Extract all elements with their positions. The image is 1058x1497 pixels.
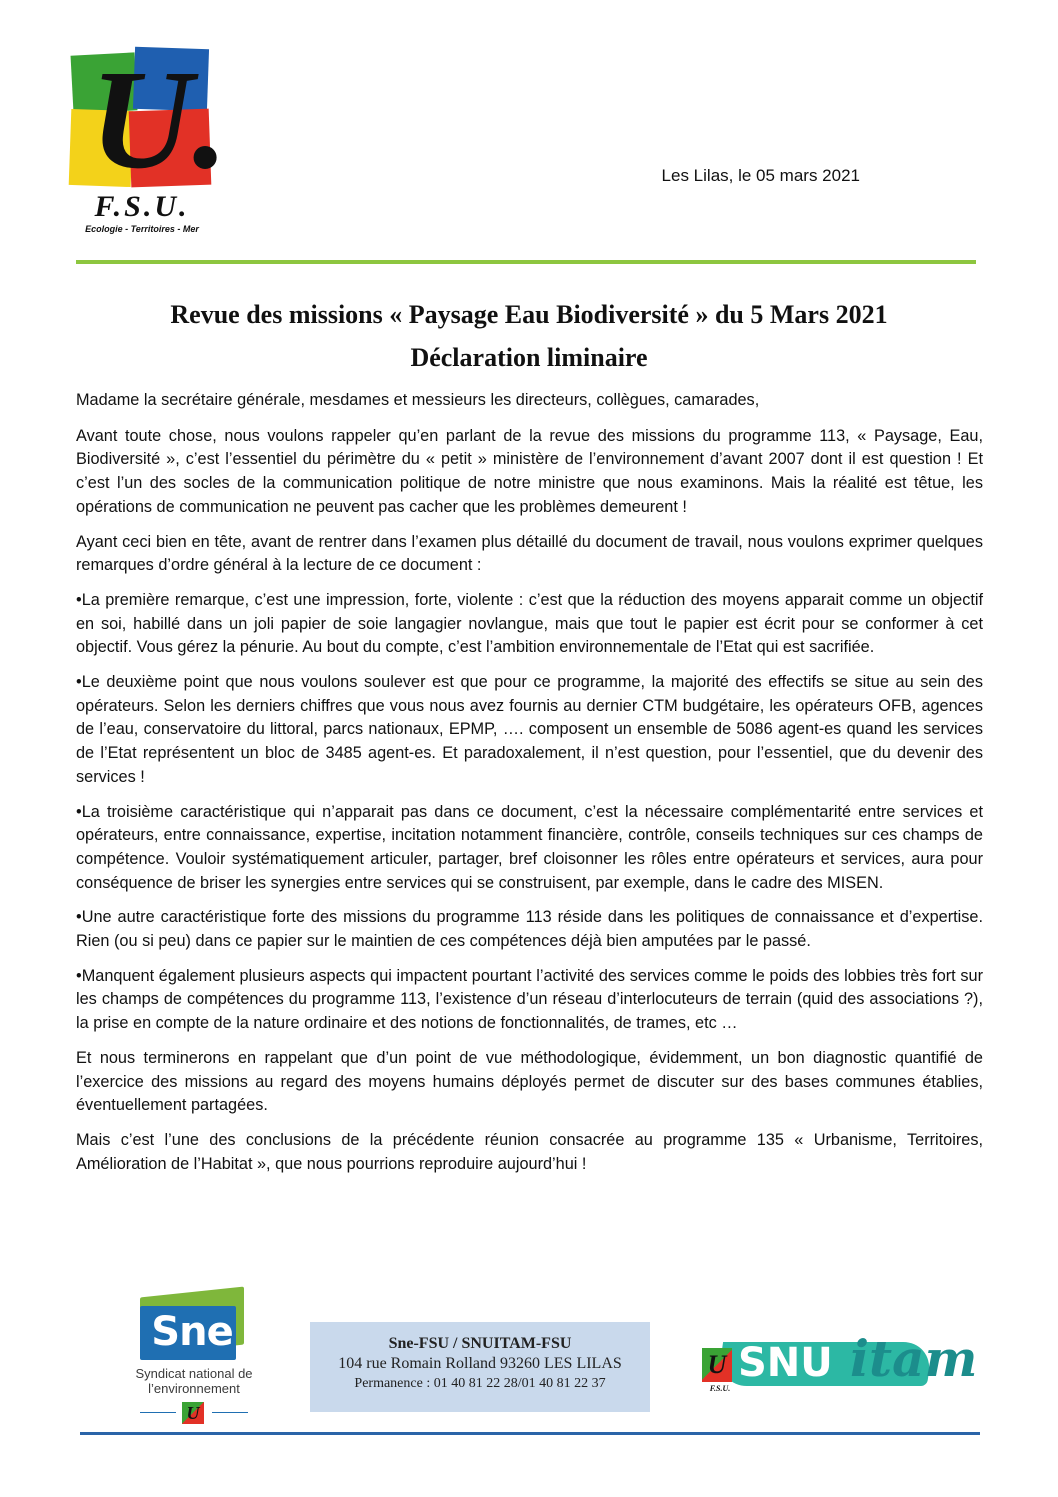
header-divider [76,260,976,264]
paragraph-point-3: •La troisième caractéristique qui n’apparait pas dans ce document, c’est la nécessaire complémentarité entre services et opérateurs, entre connaissance, expertise, incitation notamment financière, contrôle, conseils techniques sur ces champs de compétence. Vouloir systématiquement articuler, partager, bref cloisonner les rôles entre opérateurs et services, aura pour conséquence de briser les synergies entre services qui se construisent, par exemple, dans le cadre des MISEN. [76,802,983,892]
logo-fsu-text: F.S.U. [94,190,190,223]
sne-logo-word: Sne [151,1309,233,1355]
paragraph-point-5: •Manquent également plusieurs aspects qui impactent pourtant l’activité des services comme le poids des lobbies très fort sur les champs de compétences du programme 113, l’existence d’un réseau d’interlocuteurs de terrain (quid des associations ?), la prise en compte de la nature ordinaire et des notions de fonctionnalités, de trames, etc … [76,966,983,1033]
sne-logo-rule-left [140,1412,176,1413]
sne-logo-sub-line-1: Syndicat national de [135,1366,253,1381]
snuitam-logo [700,1322,978,1414]
paragraph-point-2: •Le deuxième point que nous voulons soulever est que pour ce programme, la majorité des effectifs se situe au sein des opérateurs. Selon les derniers chiffres que vous nous avez fournis au dernier CTM budgétaire, les opérateurs OFB, agences de l’eau, conservatoire du littoral, parcs nationaux, EPMP, …. composent un ensemble de 5086 agent-es quand les services de l’Etat représentent un bloc de 3485 agent-es. Et paradoxalement, il n’est question, pour l’essentiel, que du devenir des services ! [76,673,983,786]
paragraph-point-4: •Une autre caractéristique forte des missions du programme 113 réside dans les politiques de connaissance et d’expertise. Rien (ou si peu) dans ce papier sur le maintien de ces compétences déjà bien amputées par le passé. [76,908,983,951]
snuitam-logo-itam: itam [850,1329,978,1388]
fsu-logo [68,40,229,234]
sne-logo-rule-right [212,1412,248,1413]
paragraph-closing: Mais c’est l’une des conclusions de la précédente réunion consacrée au programme 135 « Urbanisme, Territoires, Amélioration de l’Habitat », que nous pourrions reproduire aujourd’hui ! [76,1130,983,1173]
snuitam-logo-snu: SNU [738,1340,833,1386]
sne-logo-fsu-mark: U [182,1402,204,1424]
paragraph-conclusion: Et nous terminerons en rappelant que d’un point de vue méthodologique, évidemment, un bon diagnostic quantifié de l’exercice des missions au regard des moyens humains déployés permet de discuter sur des bases communes établies, éventuellement partagées. [76,1048,983,1115]
address-org: Sne-FSU / SNUITAM-FSU [388,1335,572,1352]
paragraph-point-1: •La première remarque, c’est une impression, forte, violente : c’est que la réduction des moyens apparait comme un objectif en soi, habillé dans un joli papier de soie langagier novlangue, mais que tout le papier est écrit pour se conformer à cet objectif. Vous gérez la pénurie. Au bout du compte, c’est l’ambition environnementale de l’Etat qui est sacrifiée. [76,590,983,657]
address-phone: Permanence : 01 40 81 22 28/01 40 81 22 37 [354,1376,606,1391]
sne-logo [134,1292,254,1432]
salutation: Madame la secrétaire générale, mesdames et messieurs les directeurs, collègues, camarades, [76,391,760,409]
paragraph-intro: Avant toute chose, nous voulons rappeler qu’en parlant de la revue des missions du programme 113, « Paysage, Eau, Biodiversité », c’est l’essentiel du périmètre du « petit » ministère de l’environnement d’avant 2007 dont il est question ! Et c’est l’un des socles de la communication politique de notre ministre que nous examinons. Mais la réalité est têtue, les opérations de communication ne peuvent pas cacher que les problèmes demeurent ! [76,426,983,516]
sne-logo-subtitle [134,1366,254,1396]
address-street: 104 rue Romain Rolland 93260 LES LILAS [338,1355,622,1372]
address-box [310,1322,650,1412]
snuitam-logo-fsu-text: F.S.U. [709,1384,731,1393]
snuitam-logo-fsu-mark: U [702,1348,732,1382]
date-line: Les Lilas, le 05 mars 2021 [661,166,860,185]
declaration-body [76,389,983,1187]
document-subtitle: Déclaration liminaire [410,343,648,372]
document-title: Revue des missions « Paysage Eau Biodiversité » du 5 Mars 2021 [170,300,888,329]
footer-divider [80,1432,980,1435]
paragraph-preamble: Ayant ceci bien en tête, avant de rentrer dans l’examen plus détaillé du document de travail, nous voulons exprimer quelques remarques d’ordre général à la lecture de ce document : [76,532,983,575]
logo-u-letter: U. [90,40,229,198]
logo-tagline: Ecologie - Territoires - Mer [85,224,199,234]
sne-logo-sub-line-2: l’environnement [148,1381,240,1396]
